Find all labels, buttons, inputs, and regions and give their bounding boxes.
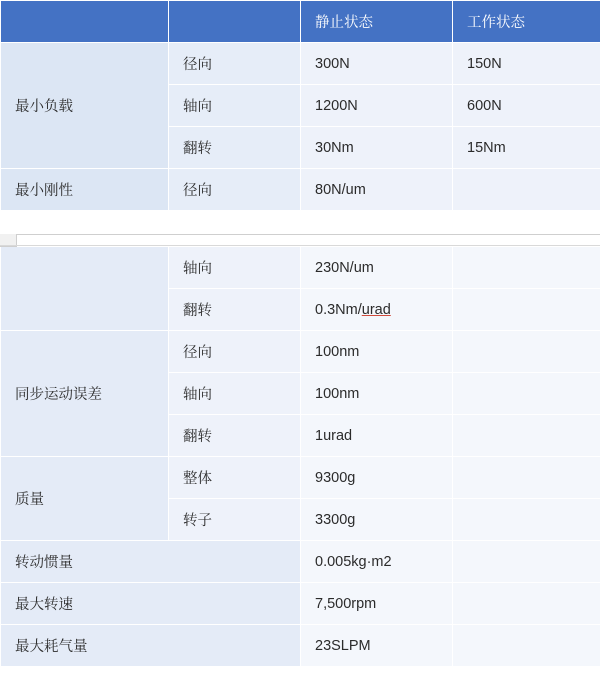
row-sub-overall: 整体	[169, 457, 301, 499]
cell-working-value: 150N	[453, 43, 600, 85]
table-row	[1, 169, 600, 211]
cell-static-value: 1200N	[301, 85, 453, 127]
cell-static-value: 7,500rpm	[301, 583, 453, 625]
row-sub-radial: 径向	[169, 43, 301, 85]
row-label-min-stiffness: 最小刚性	[1, 169, 169, 211]
row-sub-radial: 径向	[169, 169, 301, 211]
row-sub-radial: 径向	[169, 331, 301, 373]
row-label-sync-motion-error: 同步运动误差	[1, 331, 169, 457]
row-label-max-speed: 最大转速	[1, 583, 301, 625]
divider-line-bottom	[0, 245, 600, 246]
cell-working-value	[453, 541, 600, 583]
spec-table-top	[0, 0, 600, 211]
cell-static-value: 3300g	[301, 499, 453, 541]
cell-working-value	[453, 415, 600, 457]
cell-working-value	[453, 289, 600, 331]
page-split-divider	[0, 234, 600, 246]
cell-static-value: 100nm	[301, 373, 453, 415]
row-label-max-air-consumption: 最大耗气量	[1, 625, 301, 667]
cell-static-value: 80N/um	[301, 169, 453, 211]
value-text-underlined: urad	[361, 301, 391, 318]
row-label-min-load: 最小负载	[1, 43, 169, 169]
cell-working-value	[453, 625, 600, 667]
cell-static-value: 300N	[301, 43, 453, 85]
cell-working-value: 600N	[453, 85, 600, 127]
table-row	[1, 583, 600, 625]
cell-working-value	[453, 457, 600, 499]
header-cell-working-state: 工作状态	[453, 1, 600, 43]
spec-table-bottom	[0, 246, 600, 667]
row-sub-rotor: 转子	[169, 499, 301, 541]
table-row	[1, 625, 600, 667]
table-row	[1, 43, 600, 85]
cell-static-value: 23SLPM	[301, 625, 453, 667]
table-row	[1, 247, 600, 289]
divider-line-top	[0, 234, 600, 235]
table-header-row	[1, 1, 600, 43]
header-cell-blank-1	[1, 1, 169, 43]
row-sub-axial: 轴向	[169, 85, 301, 127]
cell-working-value: 15Nm	[453, 127, 600, 169]
cell-working-value	[453, 247, 600, 289]
spec-table-bottom-block	[0, 246, 600, 667]
header-cell-blank-2	[169, 1, 301, 43]
row-sub-tilt: 翻转	[169, 415, 301, 457]
header-cell-static-state: 静止状态	[301, 1, 453, 43]
row-sub-tilt: 翻转	[169, 127, 301, 169]
cell-static-value: 1urad	[301, 415, 453, 457]
row-sub-axial: 轴向	[169, 373, 301, 415]
table-row	[1, 331, 600, 373]
row-label-moment-of-inertia: 转动惯量	[1, 541, 301, 583]
table-row	[1, 541, 600, 583]
cell-working-value	[453, 373, 600, 415]
cell-static-value: 230N/um	[301, 247, 453, 289]
row-label-continued	[1, 247, 169, 331]
cell-static-value: 9300g	[301, 457, 453, 499]
row-label-mass: 质量	[1, 457, 169, 541]
table-row	[1, 457, 600, 499]
cell-static-value: 30Nm	[301, 127, 453, 169]
row-sub-axial: 轴向	[169, 247, 301, 289]
cell-working-value	[453, 583, 600, 625]
cell-working-value	[453, 169, 600, 211]
row-sub-tilt: 翻转	[169, 289, 301, 331]
value-text: 0.3Nm/	[315, 301, 362, 318]
cell-working-value	[453, 331, 600, 373]
spec-table-top-block	[0, 0, 600, 211]
cell-static-value: 100nm	[301, 331, 453, 373]
cell-working-value	[453, 499, 600, 541]
cell-static-value	[301, 289, 453, 331]
cell-static-value: 0.005kg·m2	[301, 541, 453, 583]
